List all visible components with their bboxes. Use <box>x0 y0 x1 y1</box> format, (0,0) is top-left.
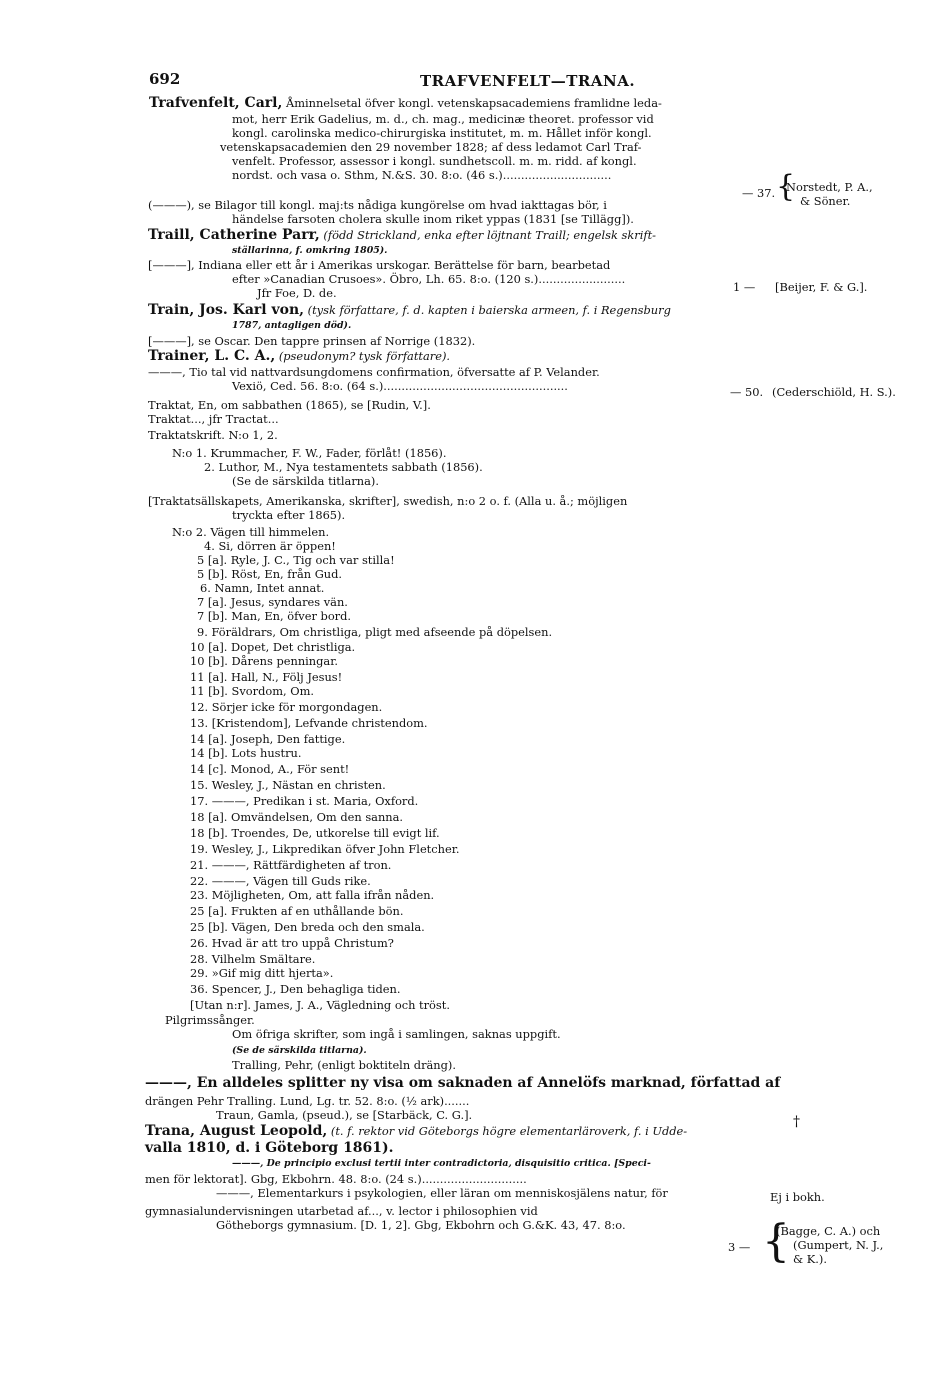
entry-line: 11 [b]. Svordom, Om. <box>190 684 315 698</box>
entry-line: drängen Pehr Tralling. Lund, Lg. tr. 52. 8:o. (½ ark)....... <box>145 1094 470 1108</box>
entry-heading-rest: Åminnelsetal öfver kongl. vetenskapsacademiens framlidne leda- <box>282 96 662 110</box>
entry-line <box>148 303 671 317</box>
entry-line: (Se de särskilda titlarna). <box>232 1045 367 1056</box>
entry-line: 4. Si, dörren är öppen! <box>204 539 336 553</box>
entry-line: 36. Spencer, J., Den behagliga tiden. <box>190 982 401 996</box>
entry-heading: Trana, August Leopold, <box>145 1123 328 1139</box>
entry-line: 29. »Gif mig ditt hjerta». <box>190 966 334 980</box>
price-trafvenfelt: — 37. <box>742 186 776 200</box>
entry-line: 5 [b]. Röst, En, från Gud. <box>197 567 343 581</box>
price-trana: 3 — <box>728 1240 751 1254</box>
entry-line: efter »Canadian Crusoes». Öbro, Lh. 65. 8:o. (120 s.)........................ <box>232 272 626 286</box>
entry-line <box>149 96 662 110</box>
entry-line: men för lektorat]. Gbg, Ekbohrn. 48. 8:o. (24 s.)............................. <box>145 1172 527 1186</box>
entry-line: Om öfriga skrifter, som ingå i samlingen, saknas uppgift. <box>232 1027 561 1041</box>
entry-line: Tralling, Pehr, (enligt boktiteln dräng). <box>232 1058 457 1072</box>
publisher-trafvenfelt-2: & Söner. <box>800 194 851 208</box>
entry-line: 10 [a]. Dopet, Det christliga. <box>190 640 356 654</box>
entry-line: 18 [a]. Omvändelsen, Om den sanna. <box>190 810 404 824</box>
entry-line: 14 [c]. Monod, A., För sent! <box>190 762 350 776</box>
entry-line: 14 [b]. Lots hustru. <box>190 746 302 760</box>
entry-line: (———), se Bilagor till kongl. maj:ts nådiga kungörelse om hvad iakttagas bör, i <box>148 198 607 212</box>
entry-line: 23. Möjligheten, Om, att falla ifrån nåden. <box>190 888 435 902</box>
brace-trana-left: { <box>762 1216 790 1267</box>
entry-heading-rest: (t. f. rektor vid Göteborgs högre elementarläroverk, f. i Udde- <box>327 1124 688 1138</box>
entry-line: nordst. och vasa o. Sthm, N.&S. 30. 8:o. (46 s.).............................. <box>232 168 612 182</box>
entry-heading-rest: (tysk författare, f. d. kapten i baierska armeen, f. i Regensburg <box>304 303 671 317</box>
entry-line: 17. ———, Predikan i st. Maria, Oxford. <box>190 794 419 808</box>
publisher-trana-1: Ej i bokh. <box>770 1190 825 1204</box>
entry-line: Pilgrimssånger. <box>165 1013 255 1027</box>
entry-line: 12. Sörjer icke för morgondagen. <box>190 700 383 714</box>
publisher-trainer: (Cederschiöld, H. S.). <box>772 385 896 399</box>
entry-line: [———], Indiana eller ett år i Amerikas urskogar. Berättelse för barn, bearbetad <box>148 258 611 272</box>
brace-trafvenfelt-left: { <box>776 169 796 204</box>
entry-line: [Traktatsällskapets, Amerikanska, skrifter], swedish, n:o 2 o. f. (Alla u. å.; möjligen <box>148 494 628 508</box>
price-traill: 1 — <box>733 280 756 294</box>
entry-line: ———, De principio exclusi tertii inter contradictoria, disquisitio critica. [Speci- <box>232 1158 651 1169</box>
entry-line: 25 [a]. Frukten af en uthållande bön. <box>190 904 404 918</box>
entry-line: 5 [a]. Ryle, J. C., Tig och var stilla! <box>197 553 395 567</box>
entry-line: Vexiö, Ced. 56. 8:o. (64 s.)................................................... <box>232 379 568 393</box>
entry-line: N:o 1. Krummacher, F. W., Fader, förlåt! (1856). <box>172 446 447 460</box>
entry-line: Traun, Gamla, (pseud.), se [Starbäck, C. G.]. <box>216 1108 473 1122</box>
entry-line: 28. Vilhelm Smältare. <box>190 952 316 966</box>
entry-heading: Trafvenfelt, Carl, <box>149 95 283 111</box>
entry-heading: Traill, Catherine Parr, <box>148 227 320 243</box>
page-number: 692 <box>149 70 181 88</box>
publisher-trana-2b: (Gumpert, N. J., <box>793 1238 884 1252</box>
entry-line: 6. Namn, Intet annat. <box>200 581 325 595</box>
entry-line: 10 [b]. Dårens penningar. <box>190 654 339 668</box>
entry-line: 7 [b]. Man, En, öfver bord. <box>197 609 352 623</box>
entry-line: valla 1810, d. i Göteborg 1861). <box>145 1140 394 1156</box>
entry-line: Traktatskrift. N:o 1, 2. <box>148 428 278 442</box>
entry-line: 11 [a]. Hall, N., Följ Jesus! <box>190 670 343 684</box>
publisher-trana-2a: (Bagge, C. A.) och <box>776 1224 881 1238</box>
entry-line: [Utan n:r]. James, J. A., Vägledning och tröst. <box>190 998 450 1012</box>
entry-line: 26. Hvad är att tro uppå Christum? <box>190 936 394 950</box>
entry-line: händelse farsoten cholera skulle inom riket yppas (1831 [se Tillägg]). <box>232 212 634 226</box>
dagger-tralling: † <box>793 1114 800 1130</box>
entry-line <box>148 228 656 242</box>
entry-line: ställarinna, f. omkring 1805). <box>232 245 388 256</box>
entry-line: [———], se Oscar. Den tappre prinsen af Norrige (1832). <box>148 334 476 348</box>
entry-line: tryckta efter 1865). <box>232 508 346 522</box>
entry-line: venfelt. Professor, assessor i kongl. sundhetscoll. m. m. ridd. af kongl. <box>232 154 637 168</box>
entry-line: ———, Elementarkurs i psykologien, eller läran om menniskosjälens natur, för <box>216 1186 668 1200</box>
entry-line: 1787, antagligen död). <box>232 320 352 331</box>
entry-line: 22. ———, Vägen till Guds rike. <box>190 874 371 888</box>
entry-heading: Train, Jos. Karl von, <box>148 302 305 318</box>
entry-line: Traktat..., jfr Tractat... <box>148 412 279 426</box>
entry-line: (Se de särskilda titlarna). <box>232 474 379 488</box>
publisher-trana-2c: & K.). <box>793 1252 827 1266</box>
entry-line: 2. Luthor, M., Nya testamentets sabbath (1856). <box>204 460 483 474</box>
entry-line: 21. ———, Rättfärdigheten af tron. <box>190 858 392 872</box>
entry-line: ———, Tio tal vid nattvardsungdomens confirmation, öfversatte af P. Velander. <box>148 365 600 379</box>
running-head: TRAFVENFELT—TRANA. <box>420 72 636 90</box>
entry-line: 14 [a]. Joseph, Den fattige. <box>190 732 346 746</box>
entry-line: mot, herr Erik Gadelius, m. d., ch. mag., medicinæ theoret. professor vid <box>232 112 654 126</box>
entry-heading-rest: (född Strickland, enka efter löjtnant Traill; engelsk skrift- <box>319 228 657 242</box>
entry-line: N:o 2. Vägen till himmelen. <box>172 525 330 539</box>
entry-line: 13. [Kristendom], Lefvande christendom. <box>190 716 428 730</box>
entry-line: gymnasialundervisningen utarbetad af..., v. lector i philosophien vid <box>145 1204 538 1218</box>
publisher-trafvenfelt-1: Norstedt, P. A., <box>786 180 873 194</box>
entry-line: 7 [a]. Jesus, syndares vän. <box>197 595 348 609</box>
entry-line <box>148 349 450 363</box>
entry-line: Jfr Foe, D. de. <box>257 286 337 300</box>
entry-line: ———, En alldeles splitter ny visa om saknaden af Annelöfs marknad, författad af <box>145 1075 781 1091</box>
entry-line: vetenskapsacademien den 29 november 1828; af dess ledamot Carl Traf- <box>220 140 642 154</box>
entry-heading-rest: (pseudonym? tysk författare). <box>275 349 451 363</box>
entry-line: 18 [b]. Troendes, De, utkorelse till evigt lif. <box>190 826 440 840</box>
entry-line: 9. Föräldrars, Om christliga, pligt med afseende på döpelsen. <box>197 625 553 639</box>
entry-line: Traktat, En, om sabbathen (1865), se [Rudin, V.]. <box>148 398 431 412</box>
entry-heading: Trainer, L. C. A., <box>148 348 276 364</box>
publisher-traill: [Beijer, F. & G.]. <box>775 280 868 294</box>
entry-line: 25 [b]. Vägen, Den breda och den smala. <box>190 920 425 934</box>
entry-line: 15. Wesley, J., Nästan en christen. <box>190 778 386 792</box>
entry-line: Götheborgs gymnasium. [D. 1, 2]. Gbg, Ekbohrn och G.&K. 43, 47. 8:o. <box>216 1218 626 1232</box>
entry-line: kongl. carolinska medico-chirurgiska institutet, m. m. Hållet inför kongl. <box>232 126 652 140</box>
price-trainer: — 50. <box>730 385 764 399</box>
entry-line: 19. Wesley, J., Likpredikan öfver John Fletcher. <box>190 842 460 856</box>
entry-line <box>145 1124 687 1138</box>
